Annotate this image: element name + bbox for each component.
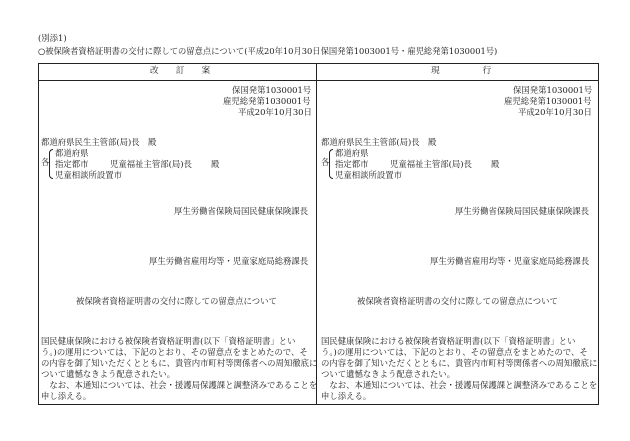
attachment-label: (別添1) [38, 33, 67, 43]
addressee-prefecture: 都道府県 [55, 148, 89, 158]
body-line: ついて遺憾なきよう配意されたい。 [41, 369, 175, 379]
sender-2: 厚生労働省雇用均等・児童家庭局総務課長 [430, 256, 590, 266]
column-header-current: 現 行 [431, 66, 492, 76]
addressee-welfare: 児童福祉主管部(局)長 [110, 159, 192, 169]
addressee-brace [329, 149, 333, 179]
sender-2: 厚生労働省雇用均等・児童家庭局総務課長 [149, 256, 309, 266]
addressee-each: 各 [41, 157, 50, 167]
sender-1: 厚生労働省保険局国民健康保険課長 [174, 206, 308, 216]
column-header-revised: 改 訂 案 [150, 66, 211, 76]
document-heading: ○被保険者資格証明書の交付に際しての留意点について(平成20年10月30日保国発第1003001号・雇児総発第1030001号) [38, 46, 498, 56]
addressee-dono: 殿 [211, 159, 220, 169]
body-line: 申し添える。 [41, 391, 92, 401]
addressee-main: 都道府県民生主管部(局)長 殿 [41, 137, 157, 147]
doc-number-1: 保国発第1030001号 [232, 85, 312, 95]
doc-number-1: 保国発第1030001号 [513, 85, 593, 95]
doc-number-2: 雇児総発第1030001号 [504, 96, 592, 106]
notice-title: 被保険者資格証明書の交付に際しての留意点について [76, 296, 277, 306]
table-right-border [598, 63, 599, 405]
addressee-center: 児童相談所設置市 [55, 170, 122, 180]
addressee-dono: 殿 [491, 159, 500, 169]
notice-title: 被保険者資格証明書の交付に際しての留意点について [357, 296, 558, 306]
body-line: う。)の運用については、下記のとおり、その留意点をまとめたので、そ [41, 347, 308, 357]
addressee-main: 都道府県民生主管部(局)長 殿 [321, 137, 437, 147]
table-bottom-border [38, 404, 599, 405]
addressee-prefecture: 都道府県 [335, 148, 369, 158]
doc-number-2: 雇児総発第1030001号 [223, 96, 311, 106]
table-left-border [38, 63, 39, 405]
addressee-welfare: 児童福祉主管部(局)長 [390, 159, 472, 169]
body-line: う。)の運用については、下記のとおり、その留意点をまとめたので、そ [321, 347, 588, 357]
addressee-city: 指定都市 [335, 159, 369, 169]
body-line: 国民健康保険における被保険者資格証明書(以下「資格証明書」とい [321, 336, 576, 346]
body-line: 申し添える。 [321, 391, 372, 401]
doc-date: 平成20年10月30日 [238, 107, 312, 117]
table-mid-border [316, 63, 317, 405]
addressee-center: 児童相談所設置市 [335, 170, 402, 180]
table-top-border [38, 63, 599, 64]
addressee-each: 各 [321, 157, 330, 167]
sender-1: 厚生労働省保険局国民健康保険課長 [455, 206, 589, 216]
header-bottom-border [38, 80, 599, 81]
addressee-city: 指定都市 [55, 159, 89, 169]
body-line: 国民健康保険における被保険者資格証明書(以下「資格証明書」とい [41, 336, 296, 346]
body-line: なお、本通知については、社会・援護局保護課と調整済みであることを [41, 380, 318, 390]
body-line: なお、本通知については、社会・援護局保護課と調整済みであることを [321, 380, 598, 390]
body-line: ついて遺憾なきよう配意されたい。 [321, 369, 455, 379]
body-line: の内容を御了知いただくとともに、貴管内市町村等関係者への周知徹底に [321, 358, 598, 368]
doc-date: 平成20年10月30日 [518, 107, 592, 117]
addressee-brace [49, 149, 53, 179]
body-line: の内容を御了知いただくとともに、貴管内市町村等関係者への周知徹底に [41, 358, 318, 368]
